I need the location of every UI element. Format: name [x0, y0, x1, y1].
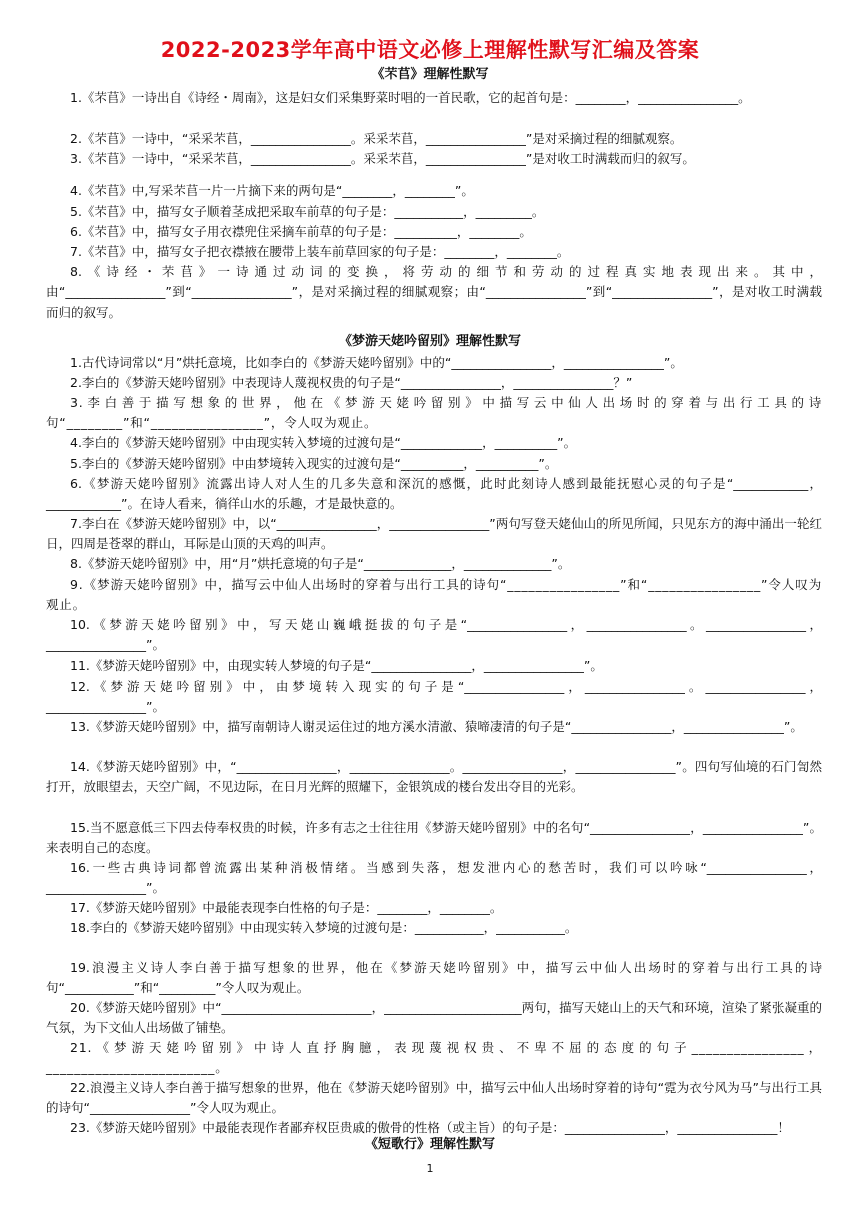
- question-item: 1.古代诗词常以“月”烘托意境，比如李白的《梦游天姥吟留别》中的“________________，________________”。: [70, 355, 683, 370]
- question-item: 15.当不愿意低三下四去侍奉权贵的时候，许多有志之士往往用《梦游天姥吟留别》中的名句“________________，________________”。来表明自己的态度。: [46, 820, 822, 856]
- page-number: 1: [426, 1162, 434, 1175]
- section-heading-tianmu: 《梦游天姥吟留别》理解性默写: [338, 334, 521, 349]
- question-item: 6.《芣苢》中，描写女子用衣襟兜住采摘车前草的句子是：__________，________。: [70, 224, 532, 239]
- question-item: 7.《芣苢》中，描写女子把衣襟掖在腰带上装车前草回家的句子是：________，________。: [70, 244, 570, 259]
- question-item: 10.《梦游天姥吟留别》中，写天姥山巍峨挺拔的句子是“________________，________________。________________，________________”。: [46, 617, 822, 653]
- question-item: 13.《梦游天姥吟留别》中，描写南朝诗人谢灵运住过的地方溪水清澈、猿啼凄清的句子是“________________，________________”。: [70, 719, 803, 734]
- question-item: 5.《芣苢》中，描写女子顺着茎成把采取车前草的句子是：___________，_________。: [70, 204, 545, 219]
- question-item: 1.《芣苢》一诗出自《诗经・周南》，这是妇女们采集野菜时唱的一首民歌，它的起首句是：________，________________。: [70, 90, 751, 105]
- question-item: 2.《芣苢》一诗中，“采采芣苢，________________。采采芣苢，________________”是对采摘过程的细腻观察。: [70, 131, 683, 146]
- question-item: 14.《梦游天姥吟留别》中，“________________，________________。________________，________________”。四句写仙境的石门訇然打开，放眼望去，天空广阔，不见边际，在日月光辉的照耀下，金银筑成的楼台发出夺目的光彩。: [46, 759, 822, 795]
- question-item: 4.《芣苢》中,写采芣苢一片一片摘下来的两句是“________，________”。: [70, 183, 474, 198]
- question-item: 22.浪漫主义诗人李白善于描写想象的世界，他在《梦游天姥吟留别》中，描写云中仙人出场时穿着的诗句“霓为衣兮风为马”与出行工具的诗句“________________”令人叹为观止。: [46, 1080, 822, 1116]
- section-heading-duangexing: 《短歌行》理解性默写: [364, 1137, 495, 1152]
- question-item: 4.李白的《梦游天姥吟留别》中由现实转入梦境的过渡句是“_____________，__________”。: [70, 435, 577, 450]
- question-item: 8.《梦游天姥吟留别》中，用“月”烘托意境的句子是“______________，______________”。: [70, 556, 571, 571]
- question-item: 5.李白的《梦游天姥吟留别》中由梦境转入现实的过渡句是“__________，__________”。: [70, 456, 558, 471]
- question-item: 20.《梦游天姥吟留别》中“________________________，______________________两句，描写天姥山上的天气和环境，渲染了紧张凝重的气氛，为下文仙人出场做了铺垫。: [46, 1000, 822, 1036]
- question-item: 6.《梦游天姥吟留别》流露出诗人对人生的几多失意和深沉的感慨，此时此刻诗人感到最能抚慰心灵的句子是“____________，____________”。在诗人看来，徜徉山水的乐趣，才是最快意的。: [46, 476, 822, 512]
- document-title: 2022-2023学年高中语文必修上理解性默写汇编及答案: [160, 38, 700, 62]
- question-item: 18.李白的《梦游天姥吟留别》中由现实转入梦境的过渡句是：___________，___________。: [70, 920, 578, 935]
- question-item: 11.《梦游天姥吟留别》中，由现实转人梦境的句子是“________________，________________”。: [70, 658, 603, 673]
- question-item: 2.李白的《梦游天姥吟留别》中表现诗人蔑视权贵的句子是“________________，________________？”: [70, 375, 633, 390]
- question-item: 19.浪漫主义诗人李白善于描写想象的世界，他在《梦游天姥吟留别》中，描写云中仙人出场时的穿着与出行工具的诗句“___________”和“_________”令人叹为观止。: [46, 960, 822, 996]
- question-item: 23.《梦游天姥吟留别》中最能表现作者鄙弃权臣贵戚的傲骨的性格（或主旨）的句子是：________________，________________！: [70, 1120, 790, 1135]
- question-item: 3.李白善于描写想象的世界，他在《梦游天姥吟留别》中描写云中仙人出场时的穿着与出行工具的诗句“________”和“________________”，令人叹为观止。: [46, 395, 822, 431]
- question-item: 17.《梦游天姥吟留别》中最能表现李白性格的句子是：________，________。: [70, 900, 503, 915]
- question-item: 7.李白在《梦游天姥吟留别》中，以“________________，________________”两句写登天姥仙山的所见所闻，只见东方的海中涌出一轮红日，四周是苍翠的群山，耳际是山顶的天鸡的叫声。: [46, 516, 822, 552]
- question-item: 12.《梦游天姥吟留别》中，由梦境转入现实的句子是“________________，________________。________________，________________”。: [46, 679, 822, 715]
- question-item: 9.《梦游天姥吟留别》中，描写云中仙人出场时的穿着与出行工具的诗句“________________”和“________________”令人叹为观止。: [46, 577, 822, 613]
- question-item: 16.一些古典诗词都曾流露出某种消极情绪。当感到失落，想发泄内心的愁苦时，我们可以吟咏“________________，________________”。: [46, 860, 822, 896]
- question-item: 21.《梦游天姥吟留别》中诗人直抒胸臆，表现蔑视权贵、不卑不屈的态度的句子________________，________________________。: [46, 1040, 822, 1076]
- question-item: 3.《芣苢》一诗中，“采采芣苢，________________。采采芣苢，________________”是对收工时满载而归的叙写。: [70, 151, 695, 166]
- question-item: 8.《诗经・芣苢》一诗通过动词的变换，将劳动的细节和劳动的过程真实地表现出来。其中，由“________________”到“________________”，是对采摘过程的细腻观察；由“________________”到“________________”，是对收工时满载而归的叙写。: [46, 264, 822, 320]
- section-heading-fuyi: 《芣苢》理解性默写: [371, 67, 489, 82]
